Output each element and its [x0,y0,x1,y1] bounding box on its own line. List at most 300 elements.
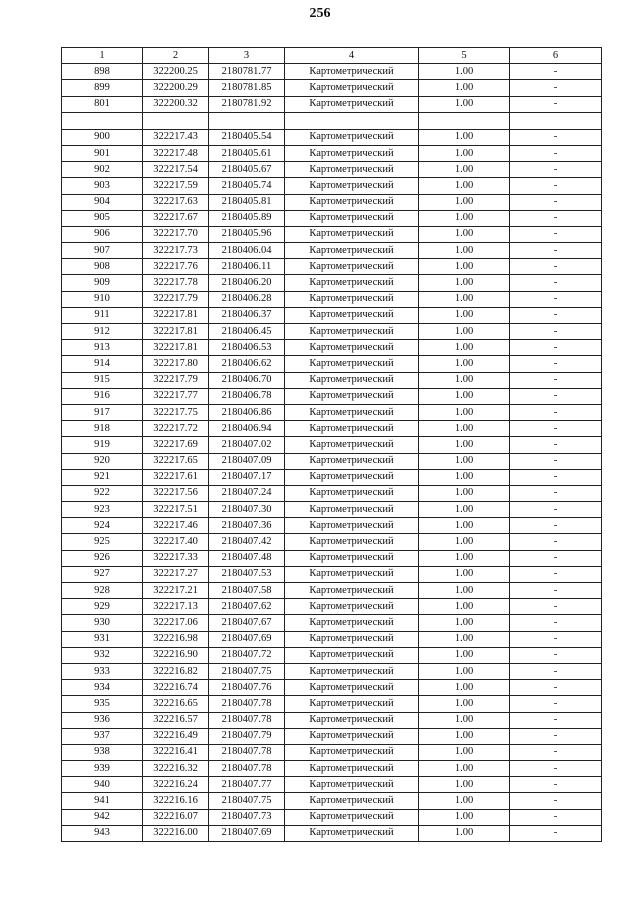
x-coordinate-cell: 322200.25 [143,64,209,80]
table-row [62,615,602,631]
y-coordinate-cell: 2180407.76 [209,680,285,696]
y-coordinate-cell: 2180405.81 [209,194,285,210]
accuracy-cell: 1.00 [419,259,510,275]
table-row [62,550,602,566]
point-number-cell: 943 [62,825,143,841]
x-coordinate-cell: 322216.65 [143,696,209,712]
note-cell: - [510,145,602,161]
note-cell: - [510,162,602,178]
x-coordinate-cell: 322217.43 [143,129,209,145]
point-number-cell: 941 [62,793,143,809]
method-cell: Картометрический [285,178,419,194]
method-cell: Картометрический [285,64,419,80]
accuracy-cell: 1.00 [419,696,510,712]
x-coordinate-cell: 322217.63 [143,194,209,210]
point-number-cell: 923 [62,502,143,518]
method-cell: Картометрический [285,534,419,550]
method-cell: Картометрический [285,388,419,404]
x-coordinate-cell: 322217.21 [143,583,209,599]
method-cell: Картометрический [285,96,419,112]
note-cell: - [510,243,602,259]
point-number-cell: 904 [62,194,143,210]
point-number-cell: 922 [62,485,143,501]
method-cell: Картометрический [285,162,419,178]
x-coordinate-cell: 322217.81 [143,340,209,356]
y-coordinate-cell: 2180407.09 [209,453,285,469]
y-coordinate-cell: 2180407.79 [209,728,285,744]
point-number-cell: 940 [62,777,143,793]
x-coordinate-cell: 322200.29 [143,80,209,96]
method-cell: Картометрический [285,356,419,372]
x-coordinate-cell: 322217.33 [143,550,209,566]
table-row [62,388,602,404]
method-cell: Картометрический [285,696,419,712]
note-cell: - [510,194,602,210]
point-number-cell: 901 [62,145,143,161]
y-coordinate-cell: 2180407.69 [209,631,285,647]
point-number-cell: 938 [62,744,143,760]
point-number-cell: 902 [62,162,143,178]
y-coordinate-cell: 2180407.78 [209,761,285,777]
y-coordinate-cell: 2180407.30 [209,502,285,518]
y-coordinate-cell: 2180407.78 [209,712,285,728]
table-row [62,680,602,696]
y-coordinate-cell: 2180407.69 [209,825,285,841]
table-row [62,210,602,226]
note-cell: - [510,680,602,696]
note-cell: - [510,615,602,631]
x-coordinate-cell: 322217.54 [143,162,209,178]
point-number-cell: 912 [62,324,143,340]
accuracy-cell: 1.00 [419,64,510,80]
y-coordinate-cell: 2180407.72 [209,647,285,663]
y-coordinate-cell: 2180406.28 [209,291,285,307]
point-number-cell: 937 [62,728,143,744]
x-coordinate-cell: 322217.70 [143,226,209,242]
method-cell: Картометрический [285,744,419,760]
note-cell: - [510,96,602,112]
point-number-cell: 905 [62,210,143,226]
table-row [62,761,602,777]
table-row [62,96,602,112]
method-cell: Картометрический [285,502,419,518]
y-coordinate-cell [209,112,285,129]
note-cell: - [510,761,602,777]
point-number-cell: 918 [62,421,143,437]
y-coordinate-cell: 2180406.62 [209,356,285,372]
accuracy-cell: 1.00 [419,793,510,809]
note-cell: - [510,356,602,372]
note-cell: - [510,275,602,291]
point-number-cell: 906 [62,226,143,242]
x-coordinate-cell: 322217.48 [143,145,209,161]
accuracy-cell: 1.00 [419,162,510,178]
accuracy-cell: 1.00 [419,809,510,825]
x-coordinate-cell: 322217.76 [143,259,209,275]
point-number-cell: 925 [62,534,143,550]
method-cell: Картометрический [285,825,419,841]
point-number-cell: 914 [62,356,143,372]
note-cell: - [510,809,602,825]
x-coordinate-cell: 322217.59 [143,178,209,194]
table-row [62,324,602,340]
accuracy-cell: 1.00 [419,437,510,453]
note-cell: - [510,712,602,728]
accuracy-cell: 1.00 [419,583,510,599]
x-coordinate-cell: 322216.24 [143,777,209,793]
y-coordinate-cell: 2180405.67 [209,162,285,178]
column-header: 6 [510,48,602,64]
header-row [62,48,602,64]
method-cell: Картометрический [285,663,419,679]
note-cell: - [510,437,602,453]
y-coordinate-cell: 2180405.74 [209,178,285,194]
y-coordinate-cell: 2180407.53 [209,566,285,582]
note-cell: - [510,825,602,841]
method-cell: Картометрический [285,566,419,582]
table-row [62,340,602,356]
y-coordinate-cell: 2180406.53 [209,340,285,356]
note-cell: - [510,307,602,323]
note-cell: - [510,793,602,809]
x-coordinate-cell: 322217.46 [143,518,209,534]
accuracy-cell: 1.00 [419,777,510,793]
y-coordinate-cell: 2180407.58 [209,583,285,599]
table-row [62,599,602,615]
accuracy-cell: 1.00 [419,404,510,420]
method-cell: Картометрический [285,469,419,485]
table-row [62,129,602,145]
x-coordinate-cell: 322217.72 [143,421,209,437]
x-coordinate-cell: 322217.61 [143,469,209,485]
method-cell: Картометрический [285,583,419,599]
note-cell: - [510,421,602,437]
x-coordinate-cell: 322217.69 [143,437,209,453]
method-cell: Картометрический [285,712,419,728]
y-coordinate-cell: 2180405.89 [209,210,285,226]
point-number-cell: 898 [62,64,143,80]
method-cell: Картометрический [285,372,419,388]
accuracy-cell: 1.00 [419,663,510,679]
accuracy-cell: 1.00 [419,485,510,501]
y-coordinate-cell: 2180407.75 [209,793,285,809]
point-number-cell: 939 [62,761,143,777]
method-cell: Картометрический [285,129,419,145]
point-number-cell: 910 [62,291,143,307]
method-cell [285,112,419,129]
y-coordinate-cell: 2180407.73 [209,809,285,825]
accuracy-cell: 1.00 [419,178,510,194]
table-row [62,647,602,663]
x-coordinate-cell: 322216.98 [143,631,209,647]
accuracy-cell: 1.00 [419,566,510,582]
x-coordinate-cell: 322217.13 [143,599,209,615]
accuracy-cell: 1.00 [419,518,510,534]
x-coordinate-cell: 322217.75 [143,404,209,420]
accuracy-cell: 1.00 [419,340,510,356]
table-row [62,162,602,178]
accuracy-cell: 1.00 [419,599,510,615]
point-number-cell: 911 [62,307,143,323]
x-coordinate-cell: 322217.81 [143,307,209,323]
y-coordinate-cell: 2180781.92 [209,96,285,112]
point-number-cell: 801 [62,96,143,112]
accuracy-cell: 1.00 [419,550,510,566]
note-cell: - [510,324,602,340]
point-number-cell: 930 [62,615,143,631]
y-coordinate-cell: 2180406.94 [209,421,285,437]
table-row [62,80,602,96]
point-number-cell: 924 [62,518,143,534]
method-cell: Картометрический [285,307,419,323]
point-number-cell: 907 [62,243,143,259]
y-coordinate-cell: 2180406.20 [209,275,285,291]
table-row [62,793,602,809]
accuracy-cell: 1.00 [419,129,510,145]
y-coordinate-cell: 2180405.96 [209,226,285,242]
table-row [62,178,602,194]
method-cell: Картометрический [285,226,419,242]
accuracy-cell: 1.00 [419,194,510,210]
y-coordinate-cell: 2180407.78 [209,696,285,712]
point-number-cell: 903 [62,178,143,194]
column-header: 1 [62,48,143,64]
table-row [62,307,602,323]
x-coordinate-cell: 322217.06 [143,615,209,631]
y-coordinate-cell: 2180406.11 [209,259,285,275]
x-coordinate-cell: 322217.67 [143,210,209,226]
table-row [62,421,602,437]
table-row [62,243,602,259]
y-coordinate-cell: 2180406.04 [209,243,285,259]
accuracy-cell: 1.00 [419,728,510,744]
x-coordinate-cell: 322217.27 [143,566,209,582]
table-row [62,404,602,420]
accuracy-cell: 1.00 [419,453,510,469]
note-cell: - [510,64,602,80]
x-coordinate-cell: 322216.49 [143,728,209,744]
note-cell: - [510,696,602,712]
method-cell: Картометрический [285,680,419,696]
x-coordinate-cell: 322217.40 [143,534,209,550]
note-cell: - [510,550,602,566]
coordinates-table [61,47,602,842]
x-coordinate-cell: 322217.79 [143,372,209,388]
x-coordinate-cell: 322216.74 [143,680,209,696]
point-number-cell: 934 [62,680,143,696]
x-coordinate-cell: 322216.00 [143,825,209,841]
method-cell: Картометрический [285,809,419,825]
table-row [62,728,602,744]
y-coordinate-cell: 2180407.62 [209,599,285,615]
point-number-cell: 929 [62,599,143,615]
x-coordinate-cell [143,112,209,129]
note-cell: - [510,80,602,96]
accuracy-cell: 1.00 [419,226,510,242]
point-number-cell: 900 [62,129,143,145]
x-coordinate-cell: 322216.82 [143,663,209,679]
method-cell: Картометрический [285,210,419,226]
table-row [62,356,602,372]
table-row [62,712,602,728]
method-cell: Картометрический [285,550,419,566]
point-number-cell: 913 [62,340,143,356]
y-coordinate-cell: 2180781.77 [209,64,285,80]
method-cell: Картометрический [285,404,419,420]
accuracy-cell: 1.00 [419,647,510,663]
accuracy-cell: 1.00 [419,243,510,259]
method-cell: Картометрический [285,518,419,534]
table-row [62,518,602,534]
table-row [62,291,602,307]
method-cell: Картометрический [285,259,419,275]
table-row [62,226,602,242]
page-number: 256 [309,6,331,21]
point-number-cell: 932 [62,647,143,663]
table-row [62,583,602,599]
table-row [62,372,602,388]
note-cell: - [510,388,602,404]
table-row [62,453,602,469]
note-cell: - [510,372,602,388]
x-coordinate-cell: 322217.81 [143,324,209,340]
point-number-cell: 942 [62,809,143,825]
accuracy-cell: 1.00 [419,372,510,388]
method-cell: Картометрический [285,728,419,744]
y-coordinate-cell: 2180405.54 [209,129,285,145]
x-coordinate-cell: 322217.56 [143,485,209,501]
note-cell: - [510,340,602,356]
x-coordinate-cell: 322216.32 [143,761,209,777]
accuracy-cell: 1.00 [419,210,510,226]
table-row [62,145,602,161]
table-body [62,64,602,842]
note-cell: - [510,502,602,518]
y-coordinate-cell: 2180406.45 [209,324,285,340]
note-cell: - [510,566,602,582]
table-row [62,809,602,825]
note-cell: - [510,178,602,194]
method-cell: Картометрический [285,631,419,647]
accuracy-cell: 1.00 [419,615,510,631]
table-row [62,744,602,760]
method-cell: Картометрический [285,777,419,793]
accuracy-cell: 1.00 [419,145,510,161]
method-cell: Картометрический [285,761,419,777]
accuracy-cell: 1.00 [419,761,510,777]
note-cell: - [510,663,602,679]
point-number-cell: 921 [62,469,143,485]
note-cell: - [510,631,602,647]
table-row [62,112,602,129]
column-header: 2 [143,48,209,64]
y-coordinate-cell: 2180407.17 [209,469,285,485]
table-row [62,825,602,841]
method-cell: Картометрический [285,485,419,501]
note-cell: - [510,534,602,550]
accuracy-cell: 1.00 [419,80,510,96]
y-coordinate-cell: 2180407.48 [209,550,285,566]
accuracy-cell: 1.00 [419,534,510,550]
note-cell [510,112,602,129]
point-number-cell: 928 [62,583,143,599]
x-coordinate-cell: 322217.77 [143,388,209,404]
method-cell: Картометрический [285,194,419,210]
y-coordinate-cell: 2180407.02 [209,437,285,453]
x-coordinate-cell: 322216.90 [143,647,209,663]
method-cell: Картометрический [285,421,419,437]
x-coordinate-cell: 322216.16 [143,793,209,809]
table-row [62,777,602,793]
x-coordinate-cell: 322217.80 [143,356,209,372]
table-row [62,566,602,582]
table-row [62,485,602,501]
point-number-cell: 931 [62,631,143,647]
x-coordinate-cell: 322216.07 [143,809,209,825]
method-cell: Картометрический [285,615,419,631]
y-coordinate-cell: 2180405.61 [209,145,285,161]
accuracy-cell [419,112,510,129]
point-number-cell: 916 [62,388,143,404]
accuracy-cell: 1.00 [419,712,510,728]
x-coordinate-cell: 322217.78 [143,275,209,291]
y-coordinate-cell: 2180407.78 [209,744,285,760]
y-coordinate-cell: 2180407.24 [209,485,285,501]
x-coordinate-cell: 322200.32 [143,96,209,112]
y-coordinate-cell: 2180407.42 [209,534,285,550]
point-number-cell: 936 [62,712,143,728]
method-cell: Картометрический [285,437,419,453]
y-coordinate-cell: 2180407.77 [209,777,285,793]
accuracy-cell: 1.00 [419,356,510,372]
note-cell: - [510,744,602,760]
accuracy-cell: 1.00 [419,291,510,307]
accuracy-cell: 1.00 [419,502,510,518]
note-cell: - [510,210,602,226]
table-row [62,64,602,80]
method-cell: Картометрический [285,80,419,96]
point-number-cell: 915 [62,372,143,388]
accuracy-cell: 1.00 [419,680,510,696]
point-number-cell: 909 [62,275,143,291]
note-cell: - [510,469,602,485]
table-row [62,696,602,712]
x-coordinate-cell: 322217.73 [143,243,209,259]
table-row [62,469,602,485]
y-coordinate-cell: 2180406.86 [209,404,285,420]
y-coordinate-cell: 2180407.75 [209,663,285,679]
point-number-cell: 926 [62,550,143,566]
note-cell: - [510,129,602,145]
note-cell: - [510,647,602,663]
table-row [62,631,602,647]
method-cell: Картометрический [285,324,419,340]
accuracy-cell: 1.00 [419,96,510,112]
method-cell: Картометрический [285,793,419,809]
note-cell: - [510,259,602,275]
x-coordinate-cell: 322216.57 [143,712,209,728]
note-cell: - [510,226,602,242]
point-number-cell [62,112,143,129]
method-cell: Картометрический [285,453,419,469]
note-cell: - [510,728,602,744]
point-number-cell: 908 [62,259,143,275]
method-cell: Картометрический [285,599,419,615]
accuracy-cell: 1.00 [419,275,510,291]
accuracy-cell: 1.00 [419,324,510,340]
point-number-cell: 933 [62,663,143,679]
x-coordinate-cell: 322216.41 [143,744,209,760]
